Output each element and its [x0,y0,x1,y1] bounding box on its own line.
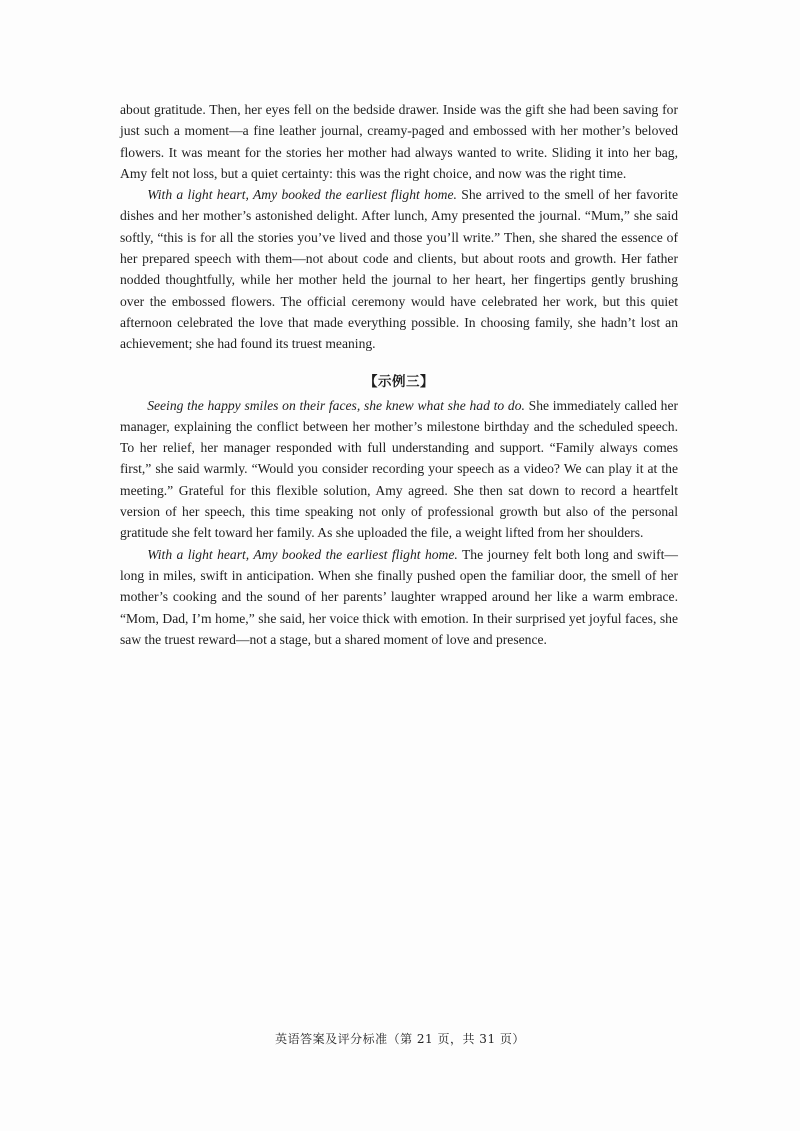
paragraph-body-text: The journey felt both long and swift—long in miles, swift in anticipation. When she finally pushed open the familiar door, the smell of her mother’s cooking and the sound of her parents’ laughter wrapped around her like a warm embrace. “Mom, Dad, I’m home,” she said, her voice thick with emotion. In their surprised yet joyful faces, she saw the truest reward—not a stage, but a shared moment of love and presence. [120,546,678,647]
paragraph-gratitude: about gratitude. Then, her eyes fell on the bedside drawer. Inside was the gift she had been saving for just such a moment—a fine leather journal, creamy-paged and embossed with her mother’s beloved flowers. It was meant for the stories her mother had always wanted to write. Sliding it into her bag, Amy felt not loss, but a quiet certainty: this was the right choice, and now was the right time. [120,102,678,181]
paragraph-lead-sentence: Seeing the happy smiles on their faces, she knew what she had to do. [147,397,525,413]
paragraph-lead-sentence: With a light heart, Amy booked the earliest flight home. [147,546,458,562]
document-body [120,99,678,650]
example-three-heading: 【示例三】 [364,373,434,390]
paragraph-flight-home-example-two [120,184,678,354]
paragraph-happy-smiles [120,395,678,544]
paragraph-flight-home-example-three [120,544,678,650]
paragraph-lead-sentence: With a light heart, Amy booked the earliest flight home. [147,187,457,203]
paragraph-body-text: She immediately called her manager, explaining the conflict between her mother’s milestone birthday and the scheduled speech. To her relief, her manager responded with full understanding and support. “Family always comes first,” she said warmly. “Would you consider recording your speech as a video? We can play it at the meeting.” Grateful for this flexible solution, Amy agreed. She then sat down to record a heartfelt version of her speech, this time speaking not only of professional growth but also of the personal gratitude she felt toward her family. As she uploaded the file, a weight lifted from her shoulders. [120,397,678,541]
page-footer: 英语答案及评分标准（第 21 页，共 31 页） [275,1032,525,1046]
paragraph-body-text: She arrived to the smell of her favorite dishes and her mother’s astonished delight. After lunch, Amy presented the journal. “Mum,” she said softly, “this is for all the stories you’ve lived and those you’ll write.” Then, she shared the essence of her prepared speech with them—not about code and clients, but about roots and growth. Her father nodded thoughtfully, while her mother held the journal to her heart, her fingertips gently brushing over the embossed flowers. The official ceremony would have celebrated her work, but this quiet afternoon celebrated the love that made everything possible. In choosing family, she hadn’t lost an achievement; she had found its truest meaning. [120,187,678,352]
